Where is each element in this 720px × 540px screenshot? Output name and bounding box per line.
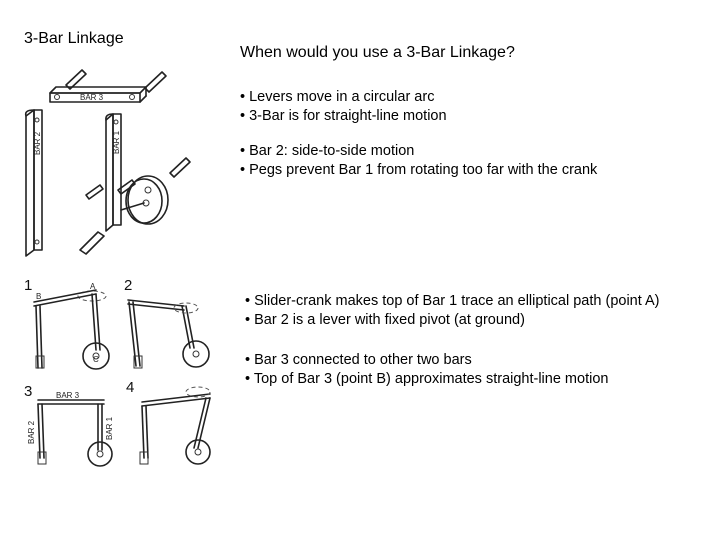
slide-heading: When would you use a 3-Bar Linkage? <box>240 44 515 61</box>
bullet-item: • Slider-crank makes top of Bar 1 trace an elliptical path (point A) <box>245 293 660 309</box>
bullet-item: • Bar 3 connected to other two bars <box>245 352 472 368</box>
bar-2-sketch <box>26 110 42 256</box>
bar-1-label: BAR 1 <box>105 416 114 440</box>
bar-2-label: BAR 2 <box>27 420 36 444</box>
panel-number: 1 <box>24 277 33 294</box>
bullet-item: • Bar 2: side-to-side motion <box>240 143 415 159</box>
bar-2-label: BAR 2 <box>33 131 42 155</box>
linkage-motion-steps-figure <box>20 272 220 472</box>
peg-sketch <box>86 185 103 199</box>
bar-3-label: BAR 3 <box>56 391 80 400</box>
bullet-item: • 3-Bar is for straight-line motion <box>240 108 447 124</box>
bullet-group-1 <box>240 88 447 126</box>
peg-sketch <box>80 232 104 254</box>
panel-number: 4 <box>126 379 135 396</box>
bullet-group-3 <box>245 292 660 330</box>
peg-sketch <box>170 158 190 177</box>
motion-panel-2 <box>124 277 209 368</box>
bullet-group-2 <box>240 142 597 180</box>
point-b-label: B <box>36 292 42 301</box>
linkage-isometric-figure <box>20 60 220 260</box>
bullet-item: • Top of Bar 3 (point B) approximates straight-line motion <box>245 371 609 387</box>
motion-panel-4 <box>126 379 210 464</box>
point-c-label: C <box>93 355 99 364</box>
panel-number: 2 <box>124 277 133 294</box>
bar-1-label: BAR 1 <box>112 130 121 154</box>
motion-panel-1 <box>24 277 109 369</box>
point-a-label: A <box>90 282 96 291</box>
bullet-item: • Pegs prevent Bar 1 from rotating too far with the crank <box>240 162 598 178</box>
motion-panel-3 <box>24 383 114 466</box>
bar-3-sketch <box>50 87 146 102</box>
panel-number: 3 <box>24 383 33 400</box>
bullet-group-4 <box>245 351 608 389</box>
bullet-item: • Levers move in a circular arc <box>240 89 435 105</box>
bar-3-label: BAR 3 <box>80 93 104 102</box>
slide-title: 3-Bar Linkage <box>24 30 124 47</box>
bullet-item: • Bar 2 is a lever with fixed pivot (at ground) <box>245 312 525 328</box>
peg-sketch <box>66 70 166 92</box>
bar-1-sketch <box>106 114 121 231</box>
